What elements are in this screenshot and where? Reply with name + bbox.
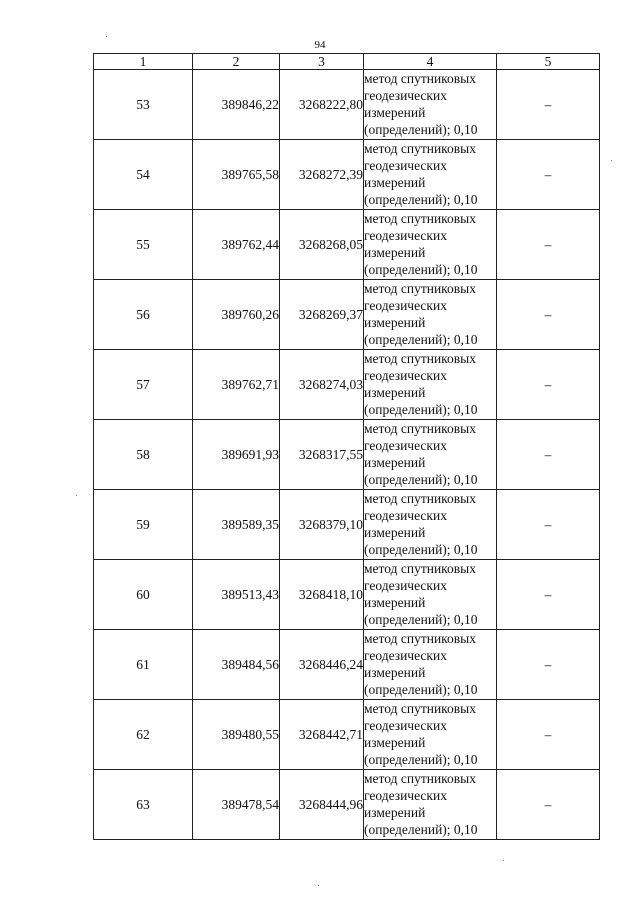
scan-speck (503, 860, 504, 861)
method-line: метод спутниковых (364, 631, 476, 646)
method-line: измерений (364, 525, 426, 540)
y-coordinate-cell: 3268272,39 (280, 140, 364, 210)
method-line: (определений); 0,10 (364, 262, 478, 277)
point-number-cell: 61 (94, 630, 193, 700)
page-number: 94 (314, 39, 326, 51)
y-coordinate-cell: 3268317,55 (280, 420, 364, 490)
method-cell (364, 490, 497, 560)
description-cell: – (497, 770, 600, 840)
method-line: (определений); 0,10 (364, 402, 478, 417)
point-number-cell: 54 (94, 140, 193, 210)
x-coordinate-cell: 389484,56 (193, 630, 280, 700)
header-cell-3: 3 (280, 54, 364, 70)
method-line: метод спутниковых (364, 421, 476, 436)
method-cell (364, 770, 497, 840)
point-number-cell: 59 (94, 490, 193, 560)
point-number-cell: 62 (94, 700, 193, 770)
method-cell (364, 630, 497, 700)
scan-speck (611, 160, 612, 161)
description-cell: – (497, 490, 600, 560)
method-line: метод спутниковых (364, 351, 476, 366)
y-coordinate-cell: 3268268,05 (280, 210, 364, 280)
point-number-cell: 55 (94, 210, 193, 280)
method-line: геодезических (364, 648, 447, 663)
method-line: (определений); 0,10 (364, 472, 478, 487)
method-line: геодезических (364, 298, 447, 313)
method-line: измерений (364, 455, 426, 470)
header-cell-5: 5 (497, 54, 600, 70)
x-coordinate-cell: 389846,22 (193, 70, 280, 140)
description-cell: – (497, 210, 600, 280)
method-cell (364, 560, 497, 630)
point-number-cell: 63 (94, 770, 193, 840)
y-coordinate-cell: 3268222,80 (280, 70, 364, 140)
method-line: измерений (364, 385, 426, 400)
point-number-cell: 60 (94, 560, 193, 630)
header-row (94, 54, 600, 70)
method-line: метод спутниковых (364, 561, 476, 576)
method-line: метод спутниковых (364, 281, 476, 296)
method-line: (определений); 0,10 (364, 192, 478, 207)
y-coordinate-cell: 3268442,71 (280, 700, 364, 770)
x-coordinate-cell: 389480,55 (193, 700, 280, 770)
scan-speck (318, 885, 319, 886)
x-coordinate-cell: 389691,93 (193, 420, 280, 490)
header-cell-1: 1 (94, 54, 193, 70)
x-coordinate-cell: 389760,26 (193, 280, 280, 350)
x-coordinate-cell: 389762,71 (193, 350, 280, 420)
table-row (94, 770, 600, 840)
method-line: (определений); 0,10 (364, 612, 478, 627)
description-cell: – (497, 700, 600, 770)
point-number-cell: 57 (94, 350, 193, 420)
table-row (94, 280, 600, 350)
y-coordinate-cell: 3268446,24 (280, 630, 364, 700)
method-line: метод спутниковых (364, 211, 476, 226)
method-line: (определений); 0,10 (364, 822, 478, 837)
x-coordinate-cell: 389589,35 (193, 490, 280, 560)
method-line: метод спутниковых (364, 491, 476, 506)
description-cell: – (497, 280, 600, 350)
method-line: (определений); 0,10 (364, 542, 478, 557)
method-line: геодезических (364, 438, 447, 453)
method-line: геодезических (364, 788, 447, 803)
method-cell (364, 700, 497, 770)
header-cell-2: 2 (193, 54, 280, 70)
method-cell (364, 210, 497, 280)
method-line: геодезических (364, 158, 447, 173)
method-line: геодезических (364, 718, 447, 733)
method-line: измерений (364, 665, 426, 680)
method-line: измерений (364, 315, 426, 330)
table-row (94, 210, 600, 280)
description-cell: – (497, 560, 600, 630)
table-row (94, 420, 600, 490)
x-coordinate-cell: 389765,58 (193, 140, 280, 210)
method-line: (определений); 0,10 (364, 332, 478, 347)
table-row (94, 140, 600, 210)
description-cell: – (497, 70, 600, 140)
method-cell (364, 140, 497, 210)
method-line: метод спутниковых (364, 141, 476, 156)
table-row (94, 560, 600, 630)
y-coordinate-cell: 3268269,37 (280, 280, 364, 350)
point-number-cell: 56 (94, 280, 193, 350)
method-cell (364, 70, 497, 140)
x-coordinate-cell: 389513,43 (193, 560, 280, 630)
method-cell (364, 280, 497, 350)
method-line: метод спутниковых (364, 701, 476, 716)
method-line: (определений); 0,10 (364, 752, 478, 767)
description-cell: – (497, 630, 600, 700)
method-line: геодезических (364, 368, 447, 383)
method-line: геодезических (364, 88, 447, 103)
description-cell: – (497, 350, 600, 420)
scan-speck (106, 36, 107, 37)
y-coordinate-cell: 3268379,10 (280, 490, 364, 560)
method-line: (определений); 0,10 (364, 122, 478, 137)
x-coordinate-cell: 389478,54 (193, 770, 280, 840)
table-row (94, 490, 600, 560)
method-line: измерений (364, 595, 426, 610)
table-row (94, 70, 600, 140)
method-line: измерений (364, 245, 426, 260)
method-line: измерений (364, 805, 426, 820)
description-cell: – (497, 420, 600, 490)
point-number-cell: 53 (94, 70, 193, 140)
y-coordinate-cell: 3268274,03 (280, 350, 364, 420)
method-line: геодезических (364, 508, 447, 523)
method-line: метод спутниковых (364, 771, 476, 786)
method-line: измерений (364, 175, 426, 190)
scan-speck (76, 495, 77, 496)
method-cell (364, 350, 497, 420)
description-cell: – (497, 140, 600, 210)
table-row (94, 630, 600, 700)
method-line: метод спутниковых (364, 71, 476, 86)
point-number-cell: 58 (94, 420, 193, 490)
method-cell (364, 420, 497, 490)
y-coordinate-cell: 3268418,10 (280, 560, 364, 630)
table-row (94, 700, 600, 770)
x-coordinate-cell: 389762,44 (193, 210, 280, 280)
method-line: измерений (364, 735, 426, 750)
method-line: (определений); 0,10 (364, 682, 478, 697)
coordinates-table-body (94, 54, 600, 840)
header-cell-4: 4 (364, 54, 497, 70)
method-line: геодезических (364, 228, 447, 243)
table-row (94, 350, 600, 420)
method-line: геодезических (364, 578, 447, 593)
coordinates-table (93, 53, 600, 840)
method-line: измерений (364, 105, 426, 120)
y-coordinate-cell: 3268444,96 (280, 770, 364, 840)
